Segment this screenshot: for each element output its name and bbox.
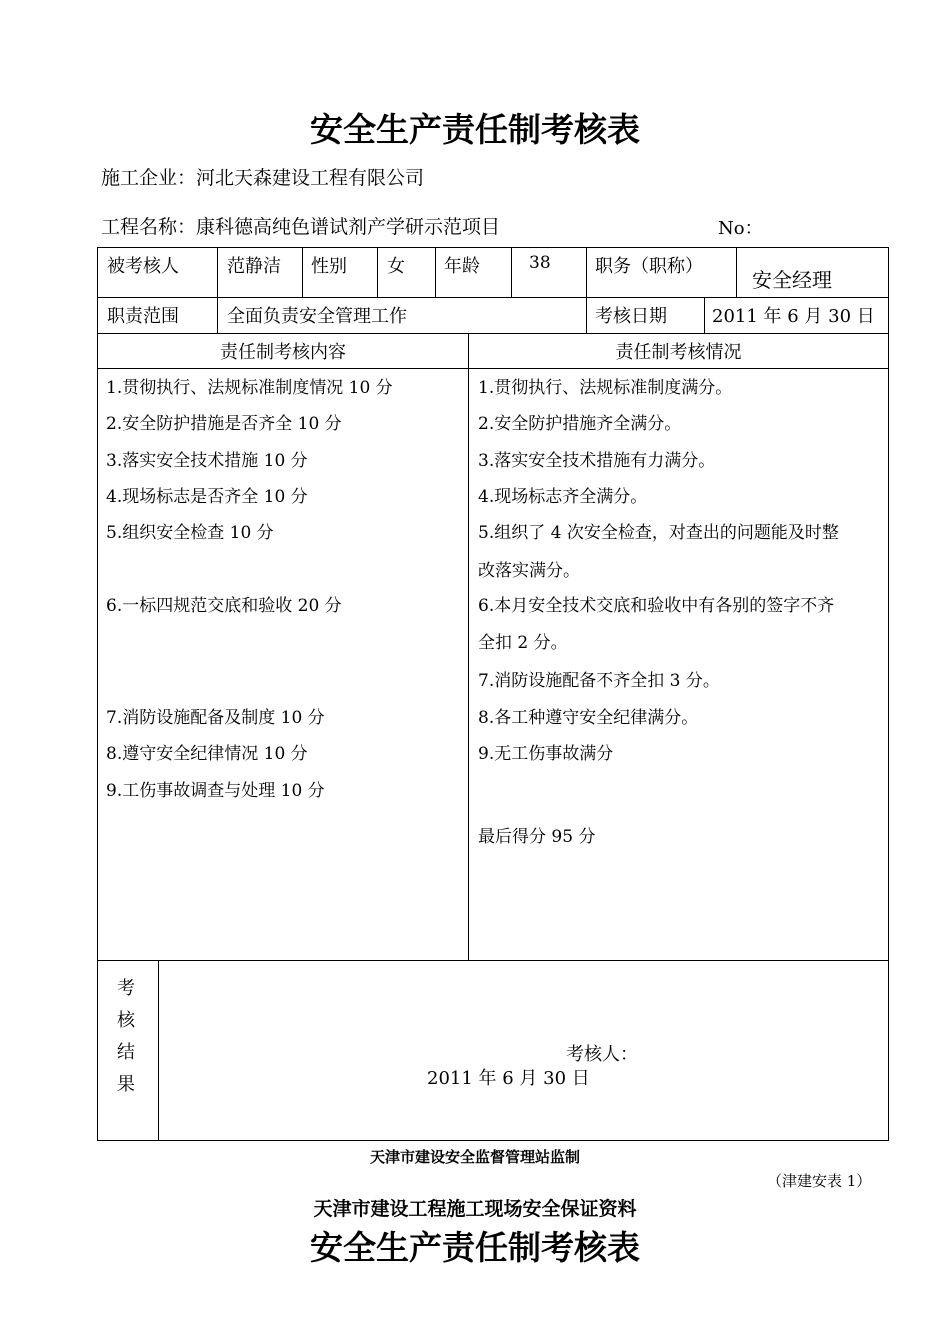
- content-item-7: 7.消防设施配备及制度 10 分: [106, 708, 325, 728]
- status-item-8: 8.各工种遵守安全纪律满分。: [478, 708, 699, 728]
- date-label: 考核日期: [595, 306, 667, 327]
- result-label-char-4: 果: [117, 1074, 135, 1095]
- result-date: 2011 年 6 月 30 日: [427, 1068, 590, 1089]
- footer-subtitle: 天津市建设工程施工现场安全保证资料: [313, 1198, 637, 1220]
- scope-value: 全面负责安全管理工作: [227, 306, 407, 327]
- status-item-2: 2.安全防护措施齐全满分。: [478, 414, 682, 434]
- content-item-5: 5.组织安全检查 10 分: [106, 523, 274, 543]
- form-code: （津建安表 1）: [767, 1172, 872, 1190]
- age-label: 年龄: [444, 256, 480, 277]
- status-item-6: 6.本月安全技术交底和验收中有各别的签字不齐: [478, 596, 835, 616]
- company-line: [101, 163, 424, 190]
- result-label-char-3: 结: [117, 1042, 135, 1063]
- status-header: 责任制考核情况: [615, 342, 742, 363]
- content-item-2: 2.安全防护措施是否齐全 10 分: [106, 414, 342, 434]
- number-label: No：: [718, 218, 763, 239]
- status-item-3: 3.落实安全技术措施有力满分。: [478, 451, 716, 471]
- company-label: 施工企业：: [101, 167, 197, 189]
- assessor-label: 考核人：: [566, 1044, 638, 1065]
- position-value: 安全经理: [752, 268, 832, 292]
- status-item-6-cont: 全扣 2 分。: [478, 633, 568, 653]
- status-item-4: 4.现场标志齐全满分。: [478, 487, 648, 507]
- content-item-8: 8.遵守安全纪律情况 10 分: [106, 744, 308, 764]
- status-item-1: 1.贯彻执行、法规标准制度满分。: [478, 378, 733, 398]
- page-title: 安全生产责任制考核表: [310, 110, 640, 149]
- gender-value: 女: [387, 256, 405, 277]
- project-label: 工程名称：: [101, 216, 197, 238]
- company-value: 河北天森建设工程有限公司: [196, 167, 425, 189]
- status-item-5: 5.组织了 4 次安全检查，对查出的问题能及时整: [478, 523, 839, 543]
- project-value: 康科德高纯色谱试剂产学研示范项目: [196, 216, 501, 238]
- age-value: 38: [529, 253, 551, 273]
- content-header: 责任制考核内容: [220, 342, 346, 363]
- footer-title: 安全生产责任制考核表: [310, 1228, 640, 1267]
- status-item-5-cont: 改落实满分。: [478, 561, 580, 581]
- final-score: 最后得分 95 分: [478, 827, 596, 847]
- examinee-value: 范静洁: [227, 256, 281, 277]
- scope-label: 职责范围: [107, 306, 179, 327]
- project-line: [101, 212, 500, 239]
- status-item-7: 7.消防设施配备不齐全扣 3 分。: [478, 671, 720, 691]
- date-value: 2011 年 6 月 30 日: [712, 306, 875, 327]
- content-item-1: 1.贯彻执行、法规标准制度情况 10 分: [106, 378, 393, 398]
- content-item-6: 6.一标四规范交底和验收 20 分: [106, 596, 342, 616]
- content-item-4: 4.现场标志是否齐全 10 分: [106, 487, 308, 507]
- status-item-9: 9.无工伤事故满分: [478, 744, 614, 764]
- content-item-3: 3.落实安全技术措施 10 分: [106, 451, 308, 471]
- content-item-9: 9.工伤事故调查与处理 10 分: [106, 781, 325, 801]
- position-label: 职务（职称）: [595, 256, 703, 277]
- examinee-label: 被考核人: [107, 256, 179, 277]
- gender-label: 性别: [311, 256, 347, 277]
- result-label-char-1: 考: [117, 978, 135, 999]
- result-label-char-2: 核: [117, 1010, 135, 1031]
- supervisor-note: 天津市建设安全监督管理站监制: [369, 1148, 580, 1166]
